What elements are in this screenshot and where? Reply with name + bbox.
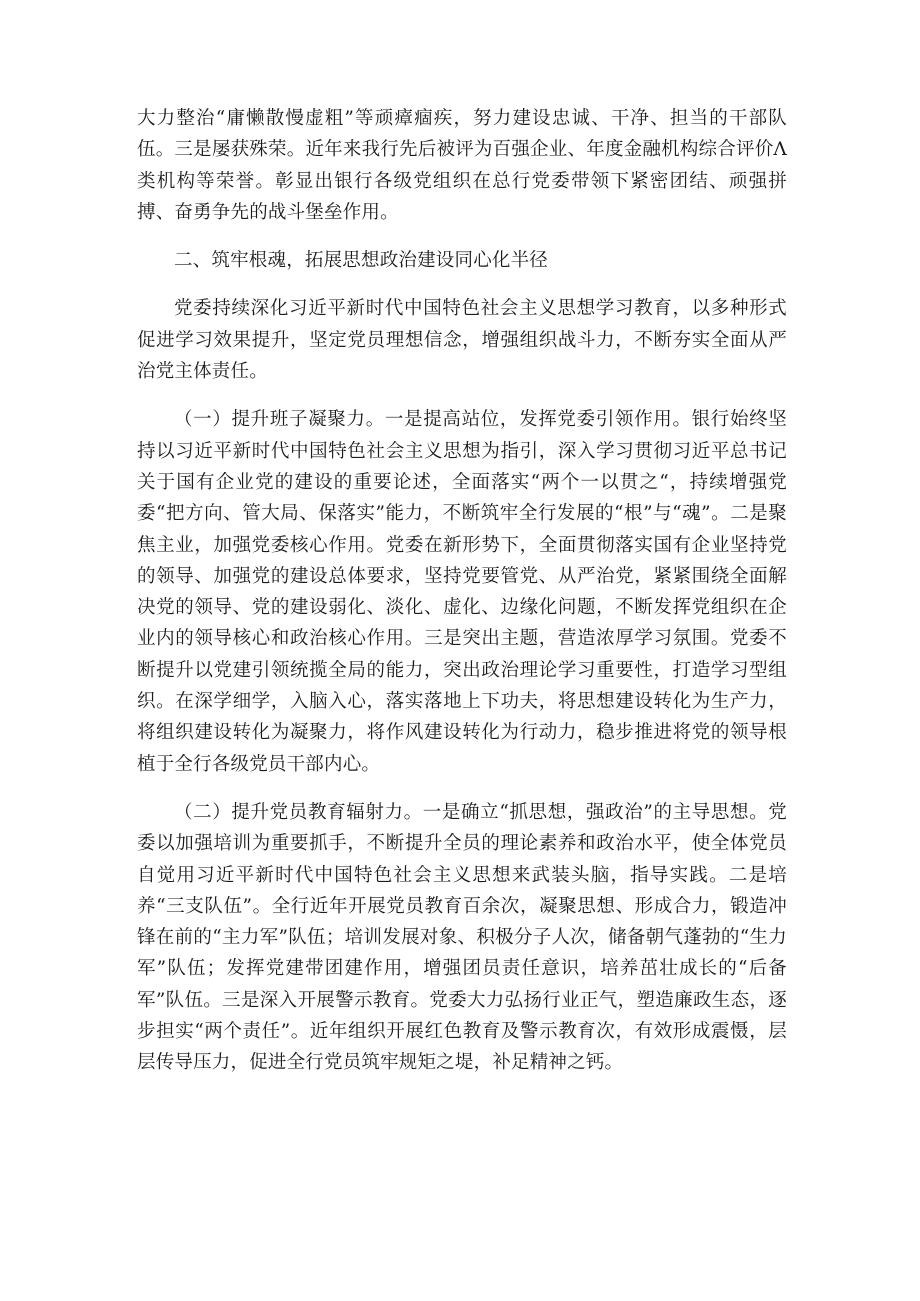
- paragraph-section-1: （一）提升班子凝聚力。一是提高站位，发挥党委引领作用。银行始终坚持以习近平新时代中国特色社会主义思想为指引，深入学习贯彻习近平总书记关于国有企业党的建设的重要论述，全面落实“两个一以贯之“，持续增强党委“把方向、管大局、保落实”能力，不断筑牢全行发展的“根”与“魂”。二是聚焦主业，加强党委核心作用。党委在新形势下，全面贯彻落实国有企业坚持党的领导、加强党的建设总体要求，坚持党要管党、从严治党，紧紧围绕全面解决党的领导、党的建设弱化、淡化、虚化、边缘化问题，不断发挥党组织在企业内的领导核心和政治核心作用。三是突出主题，营造浓厚学习氛围。党委不断提升以党建引领统揽全局的能力，突出政治理论学习重要性，打造学习型组织。在深学细学，入脑入心，落实落地上下功夫，将思想建设转化为生产力，将组织建设转化为凝聚力，将作风建设转化为行动力，稳步推进将党的领导根植于全行各级党员干部内心。: [137, 409, 787, 775]
- paragraph-intro: 党委持续深化习近平新时代中国特色社会主义思想学习教育，以多种形式促进学习效果提升，坚定党员理想信念，增强组织战斗力，不断夯实全面从严治党主体责任。: [137, 298, 787, 383]
- document-body: [137, 103, 787, 1079]
- section-heading: 二、筑牢根魂，拓展思想政治建设同心化半径: [174, 250, 549, 272]
- paragraph-section-2: （二）提升党员教育辐射力。一是确立“抓思想，强政治”的主导思想。党委以加强培训为重要抓手，不断提升全员的理论素养和政治水平，使全体党员自觉用习近平新时代中国特色社会主义思想来武装头脑，指导实践。二是培养“三支队伍”。全行近年开展党员教育百余次，凝聚思想、形成合力，锻造冲锋在前的“主力军”队伍；培训发展对象、积极分子人次，储备朝气蓬勃的“生力军”队伍；发挥党建带团建作用，增强团员责任意识，培养茁壮成长的“后备军”队伍。三是深入开展警示教育。党委大力弘扬行业正气，塑造廉政生态，逐步担实“两个责任”。近年组织开展红色教育及警示教育次，有效形成震慑，层层传导压力，促进全行党员筑牢规矩之堤，补足精神之钙。: [137, 801, 787, 1074]
- paragraph-continued: 大力整治“庸懒散慢虚粗”等顽瘴痼疾，努力建设忠诚、干净、担当的干部队伍。三是屡获殊荣。近年来我行先后被评为百强企业、年度金融机构综合评价Λ类机构等荣誉。彰显出银行各级党组织在总行党委带领下紧密团结、顽强拼搏、奋勇争先的战斗堡垒作用。: [137, 108, 787, 223]
